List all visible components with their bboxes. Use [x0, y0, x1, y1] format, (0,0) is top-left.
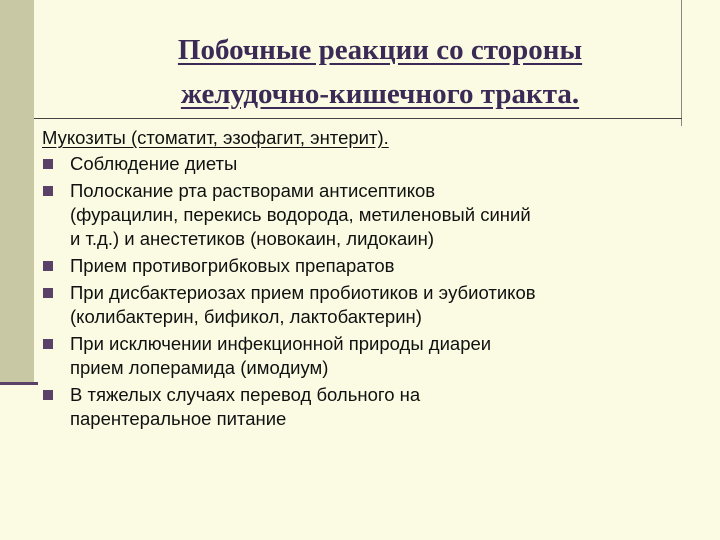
bullet-line: Соблюдение диеты	[70, 153, 238, 174]
square-bullet-icon	[43, 261, 53, 271]
bullet-line: (колибактерин, бификол, лактобактерин)	[70, 306, 422, 327]
bullet-item	[42, 332, 692, 380]
title-line-1: Побочные реакции со стороны	[177, 34, 583, 66]
bullet-item	[42, 281, 692, 329]
bullet-item	[42, 152, 692, 176]
right-vertical-rule	[681, 0, 682, 126]
square-bullet-icon	[43, 339, 53, 349]
title-divider	[34, 118, 682, 119]
bullet-line: Прием противогрибковых препаратов	[70, 255, 395, 276]
bullet-line: прием лоперамида (имодиум)	[70, 357, 329, 378]
bullet-line: Полоскание рта растворами антисептиков	[70, 180, 436, 201]
slide-title	[100, 28, 660, 116]
bullet-line: парентеральное питание	[70, 408, 287, 429]
square-bullet-icon	[43, 159, 53, 169]
square-bullet-icon	[43, 288, 53, 298]
bullet-line: и т.д.) и анестетиков (новокаин, лидокаин)	[70, 228, 435, 249]
title-line-2: желудочно-кишечного тракта.	[180, 78, 580, 110]
left-decorative-bar	[0, 0, 34, 385]
bullet-line: В тяжелых случаях перевод больного на	[70, 384, 421, 405]
bullet-item	[42, 254, 692, 278]
bullet-line: При дисбактериозах прием пробиотиков и эубиотиков	[70, 282, 536, 303]
square-bullet-icon	[43, 186, 53, 196]
left-bar-accent-line	[0, 382, 38, 385]
slide-content	[42, 126, 692, 434]
section-heading: Мукозиты (стоматит, эзофагит, энтерит).	[42, 127, 389, 148]
bullet-line: (фурацилин, перекись водорода, метиленовый синий	[70, 204, 531, 225]
bullet-item	[42, 179, 692, 251]
bullet-item	[42, 383, 692, 431]
square-bullet-icon	[43, 390, 53, 400]
bullet-line: При исключении инфекционной природы диареи	[70, 333, 492, 354]
bullet-list	[42, 152, 692, 431]
